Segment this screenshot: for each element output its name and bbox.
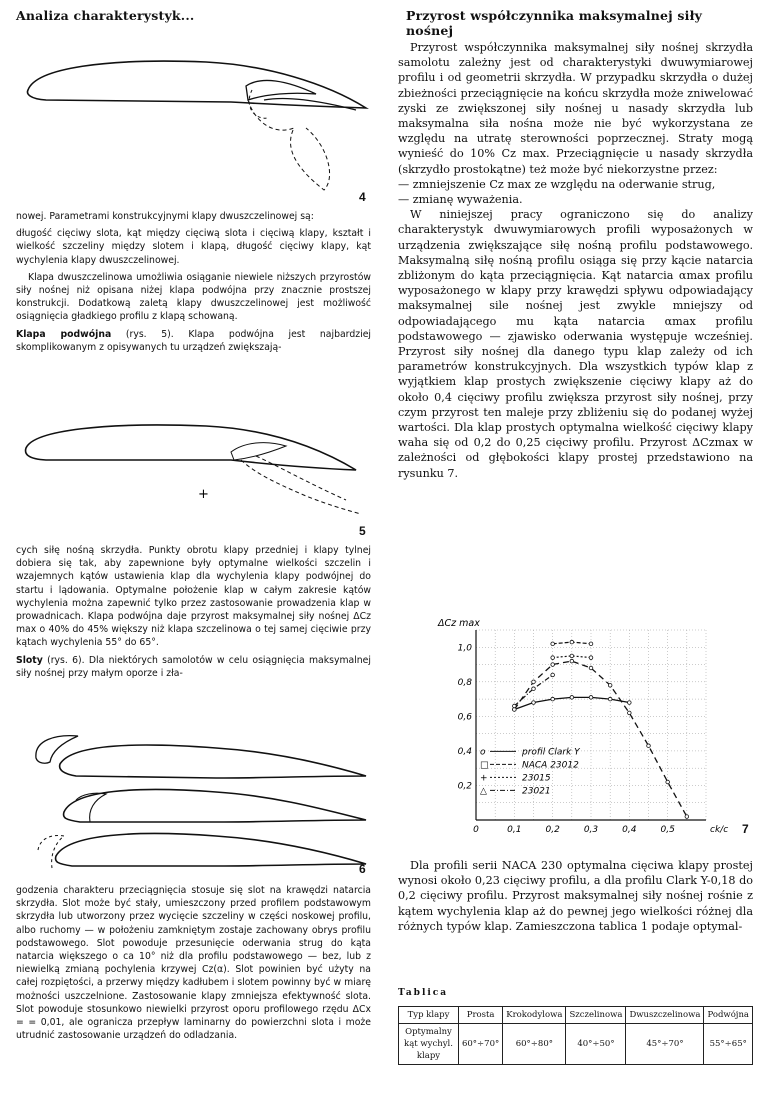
table-header-cell: Prosta: [458, 1007, 502, 1024]
table-cell: 40°÷50°: [566, 1024, 626, 1065]
data-point: [532, 687, 536, 691]
data-point: [551, 642, 555, 646]
legend-label: 23015: [522, 773, 551, 784]
data-point: [513, 704, 517, 708]
x-tick-label: 0: [473, 825, 479, 835]
data-point: [628, 711, 632, 715]
data-point: [589, 642, 593, 646]
y-tick-label: 0,2: [457, 781, 472, 792]
y-tick-label: 1,0: [457, 643, 472, 654]
y-tick-label: 0,6: [457, 712, 472, 723]
x-tick-label: 0,2: [545, 825, 560, 835]
fig5-rear-flap: [241, 460, 361, 514]
data-point: [589, 666, 593, 670]
table-cell: 60°÷70°: [458, 1024, 502, 1065]
table-header-cell: Typ klapy: [399, 1007, 459, 1024]
right-text-block-1: [398, 40, 753, 481]
table-header-cell: Krokodylowa: [503, 1007, 566, 1024]
data-point: [628, 701, 632, 705]
table-caption: Tablica: [398, 988, 449, 998]
data-point: [532, 680, 536, 684]
data-point: [532, 701, 536, 705]
fig4-extended-flap: [248, 100, 330, 190]
data-point: [570, 640, 574, 644]
left-para-5: cych siłę nośną skrzydła. Punkty obrotu klapy przedniej i klapy tylnej dobiera się tak, aby zapewnione były optymalne wielkości szczelin i wzajemnych kątów ustawienia klap dla wychylenia klapy podwójnej do startu i lądowania. Optymalne położenie klap w całym zakresie kątów wychylenia można zapewnić tylko przez zastosowanie prowadzenia klap w prowadnicach. Klapa podwójna daje przyrost maksymalnej siły nośnej ΔCz max o 40% do 45% większy niż klapa szczelinowa o tej samej cięciwie przy kątach wychylenia 55° do 65°.: [16, 545, 371, 649]
data-point: [608, 683, 612, 687]
right-para-2: W niniejszej pracy ograniczono się do analizy charakterystyk dwuwymiarowych profili wyposażonych w urządzenia zwiększające siłę nośną profilu podstawowego. Maksymalną siłę nośną profilu osiąga się przy kącie natarcia zbliżonym do kąta przeciągnięcia. Kąt natarcia αmax profilu wyposażonego w klapy przy krawędzi spływu odpowiadający maksymalnej sile nośnej jest zwykle mniejszy od odpowiadającego mu kąta natarcia αmax profilu podstawowego — zjawisko oderwania występuje wcześniej. Przyrost siły nośnej dla danego typu klap zależy od ich parametrów konstrukcyjnych. Dla wszystkich typów klap z wyjątkiem klap prostych zwiększenie cięciwy klapy aż do około 0,4 cięciwy profilu zwiększa przyrost siły nośnej, przy czym przyrost ten maleje przy zbliżeniu się do podanej wyżej wartości. Dla klap prostych optymalna wielkość cięciwy klapy waha się od 0,2 do 0,25 cięciwy profilu. Przyrost ΔCzmax w zależności od głębokości klapy prostej przedstawiono na rysunku 7.: [398, 208, 753, 480]
table-row: [399, 1024, 753, 1065]
x-tick-label: 0,4: [622, 825, 637, 835]
fig7-number: 7: [742, 822, 749, 836]
figure-5: [16, 412, 371, 538]
data-point: [685, 815, 689, 819]
data-point: [608, 697, 612, 701]
left-text-block-1: [16, 210, 371, 358]
data-point: [570, 696, 574, 700]
fig6-airfoil-2: [64, 789, 366, 822]
fig5-pivot-mark: +: [198, 487, 209, 502]
x-axis-label: ck/c: [710, 825, 729, 835]
x-tick-label: 0,1: [507, 825, 522, 835]
table-row-label: Optymalny kąt wychyl. klapy: [399, 1024, 459, 1065]
fig5-number: 5: [359, 524, 366, 538]
sloty-text: (rys. 6). Dla niektórych samolotów w celu osiągnięcia maksymalnej siły nośnej przy małym oporze i zła-: [16, 654, 371, 679]
table-header-cell: Szczelinowa: [566, 1007, 626, 1024]
legend-marker: □: [480, 760, 489, 771]
right-header: Przyrost współczynnika maksymalnej siły nośnej: [406, 8, 703, 38]
right-text-block-2: [398, 858, 753, 934]
legend-marker: +: [480, 773, 488, 784]
left-para-4: [16, 328, 371, 354]
figure-4: [16, 28, 371, 206]
data-point: [589, 656, 593, 660]
figure-7-chart: [428, 612, 748, 850]
table-header-cell: Dwuszczelinowa: [626, 1007, 704, 1024]
figure-6: [16, 730, 371, 878]
legend-marker: △: [480, 786, 487, 797]
y-tick-label: 0,4: [457, 746, 472, 757]
flap-angle-table: [398, 1006, 753, 1065]
table-header-row: [399, 1007, 753, 1024]
klapa-text: (rys. 5). Klapa podwójna jest najbardziej skomplikowanym z opisywanych tu urządzeń zwiększają-: [16, 328, 371, 353]
data-point: [666, 780, 670, 784]
right-list-item-2: — zmianę wyważenia.: [398, 193, 523, 207]
klapa-title: Klapa podwójna: [16, 328, 112, 340]
data-point: [589, 696, 593, 700]
data-point: [570, 659, 574, 663]
right-para-3: Dla profili serii NACA 230 optymalna cięciwa klapy prostej wynosi około 0,23 cięciwy profilu, a dla profilu Clark Y-0,18 do 0,2 cięciwy profilu. Przyrost maksymalnej siły nośnej rośnie z kątem wychylenia klap aż do pewnej jego wielkości różnej dla różnych typów klap. Zamieszczona tablica 1 podaje optymal-: [398, 859, 753, 933]
table-cell: 55°÷65°: [704, 1024, 753, 1065]
data-point: [570, 654, 574, 658]
y-tick-label: 0,8: [457, 677, 472, 688]
fig6-slot-2: [76, 793, 106, 822]
x-tick-label: 0,5: [660, 825, 675, 835]
data-point: [647, 744, 651, 748]
fig6-number: 6: [359, 862, 366, 876]
fig5-rear-flap-2: [256, 456, 346, 500]
table-header-cell: Podwójna: [704, 1007, 753, 1024]
legend-label: NACA 23012: [522, 760, 579, 771]
legend-label: profil Clark Y: [522, 747, 580, 758]
y-axis-label: ΔCz max: [438, 618, 480, 629]
data-point: [551, 697, 555, 701]
x-tick-label: 0,3: [583, 825, 599, 835]
left-para-6: [16, 654, 371, 680]
left-para-2: długość cięciwy slota, kąt między cięciwą slota i cięciwą klapy, kształt i wielkość szczeliny między slotem i klapą, długość cięciwy klapy, kąt wychylenia klapy dwuszczelinowej.: [16, 228, 371, 266]
left-para-7: godzenia charakteru przeciągnięcia stosuje się slot na krawędzi natarcia skrzydła. Slot może być stały, umieszczony przed profilem podstawowym skrzydła lub utworzony przez wycięcie szczeliny w części noskowej profilu, albo ruchomy — w położeniu zamkniętym zostaje zachowany obrys profilu podstawowego. Slot powoduje przesunięcie oderwania strug do kąta natarcia większego o ca 10° niż dla profilu podstawowego — bez, lub z niewielką zmianą pochylenia krzywej Cz(α). Slot powinien być użyty na całej rozpiętości, a przerwy między kadłubem i slotem powinny być w miarę możności uszczelnione. Zastosowanie klapy zmniejsza efektywność slota. Slot powoduje stosunkowo niewielki przyrost oporu profilowego rzędu ΔCx = = 0,01, ale ogranicza przepływ laminarny do powierzchni slota i może utrudnić zastosowanie urządzeń do odladzania.: [16, 885, 371, 1042]
fig5-airfoil: [26, 425, 356, 470]
legend-marker: o: [480, 747, 486, 758]
table-cell: 45°÷70°: [626, 1024, 704, 1065]
sloty-title: Sloty: [16, 654, 43, 666]
legend-label: 23021: [522, 786, 551, 797]
fig4-slot-vane: [246, 80, 316, 100]
left-text-block-2: [16, 544, 371, 684]
table-cell: 60°÷80°: [503, 1024, 566, 1065]
fig4-number: 4: [359, 190, 366, 204]
data-point: [551, 663, 555, 667]
left-text-block-3: [16, 884, 371, 1046]
left-para-1: nowej. Parametrami konstrukcyjnymi klapy dwuszczelinowej są:: [16, 211, 314, 222]
left-para-3: Klapa dwuszczelinowa umożliwia osiąganie niewiele niższych przyrostów siły nośnej niż opisana niżej klapa podwójna przy znacznie prostszej konstrukcji. Dodatkową zaletą klapy dwuszczelinowej jest możliwość osiągnięcia gładkiego profilu z klapą schowaną.: [16, 271, 371, 323]
fig6-airfoil-1: [60, 745, 366, 778]
right-list-item-1: — zmniejszenie Cz max ze względu na oderwanie strug,: [398, 177, 716, 191]
left-header: Analiza charakterystyk...: [16, 8, 195, 23]
data-point: [551, 656, 555, 660]
fig6-airfoil-3: [56, 833, 366, 866]
right-para-1: Przyrost współczynnika maksymalnej siły nośnej skrzydła samolotu zależny jest od charakterystyki dwuwymiarowej profilu i od geometrii skrzydła. W przypadku skrzydła o dużej zbieżności przeciągnięcie na końcu skrzydła może zniwelować zyski ze zwiększonej siły nośnej u nasady skrzydła lub maksymalna siła nośna może nie być wykorzystana ze względu na utratę sterowności poprzecznej. Straty mogą wynieść do 10% Cz max. Przeciągnięcie u nasady skrzydła (skrzydło prostokątne) też może być niekorzystne przez:: [398, 41, 753, 176]
fig6-slat: [36, 736, 78, 764]
data-point: [551, 673, 555, 677]
